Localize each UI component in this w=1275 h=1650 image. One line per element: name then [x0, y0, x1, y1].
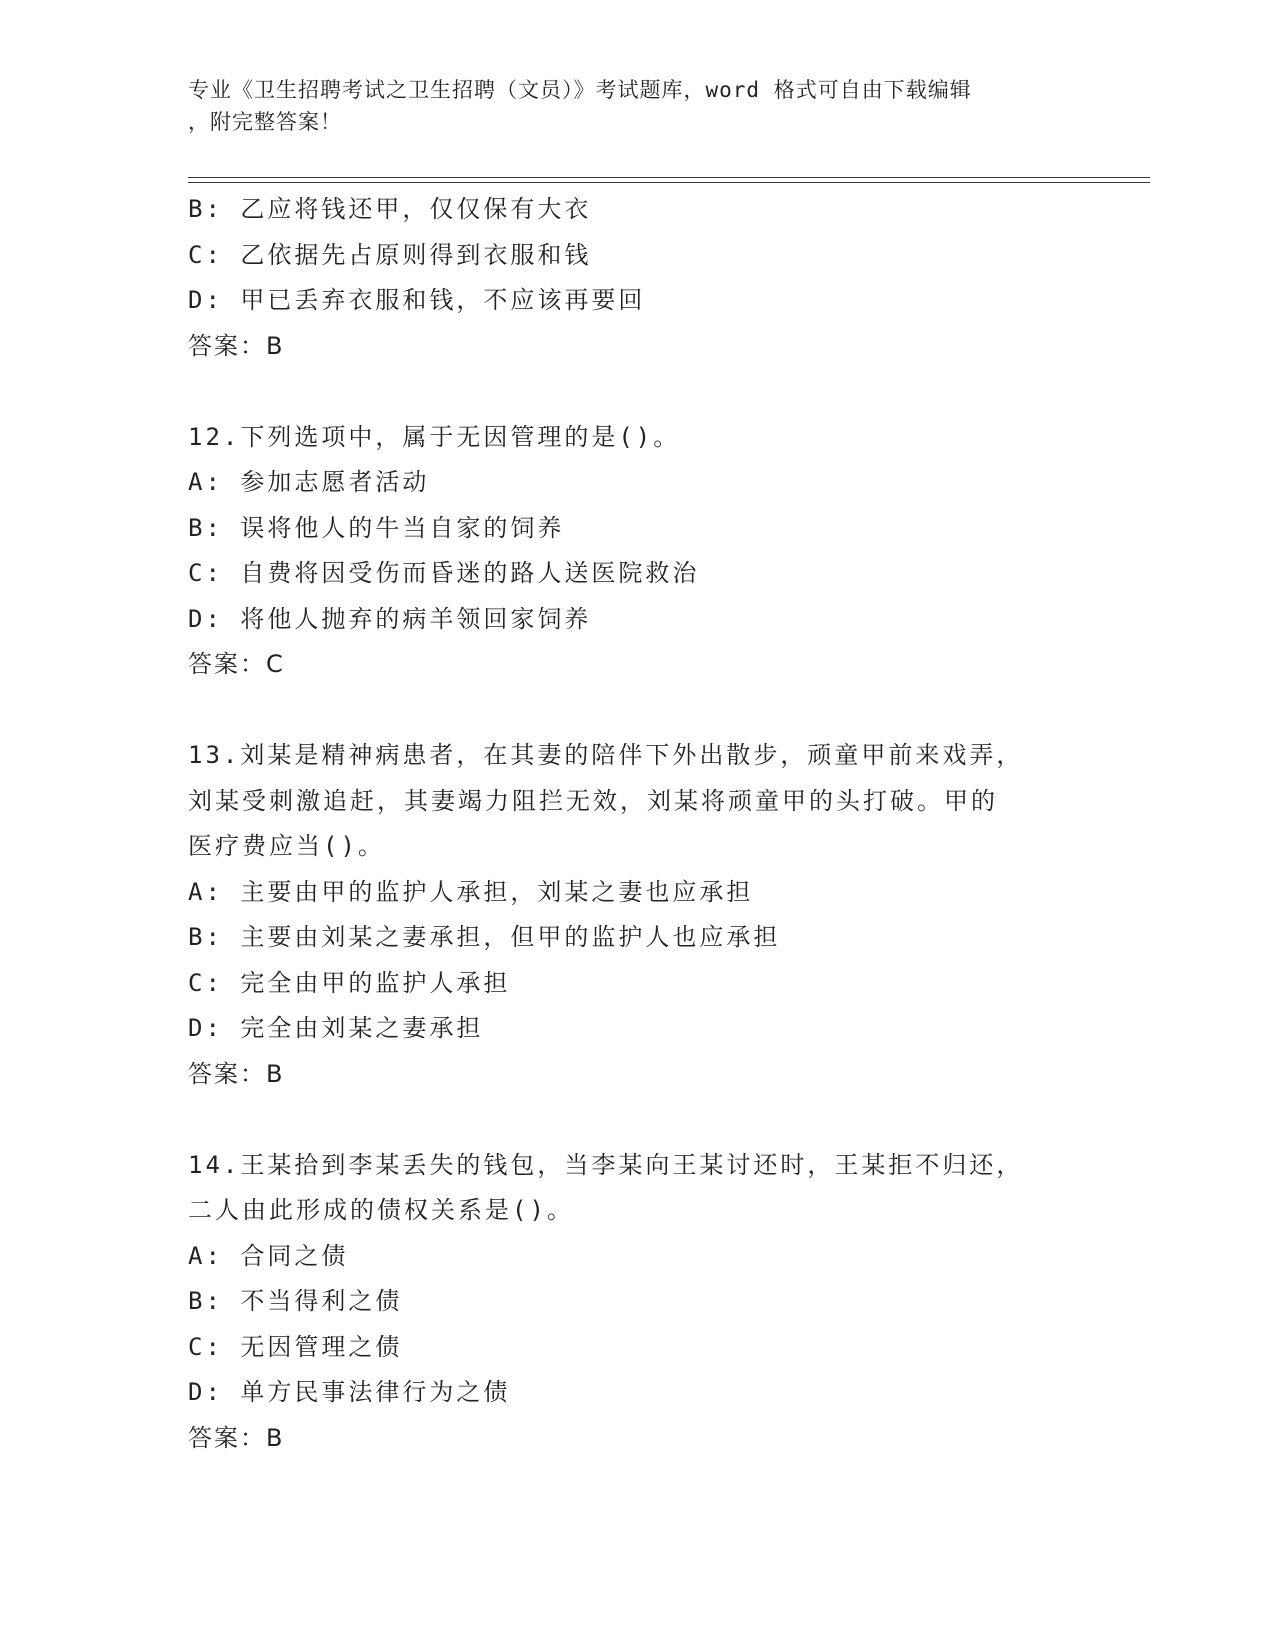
question-13-block — [188, 733, 1088, 1097]
question-text: 二人由此形成的债权关系是()。 — [188, 1196, 574, 1224]
answer-line: 答案：B — [188, 1423, 285, 1452]
question-12-block — [188, 415, 1088, 688]
option-c: C: 完全由甲的监护人承担 — [188, 968, 511, 997]
option-a: A: 合同之债 — [188, 1241, 349, 1270]
option-b: B: 误将他人的牛当自家的饲养 — [188, 513, 565, 542]
answer-line: 答案：C — [188, 650, 285, 678]
question-text: 刘某受刺激追赶，其妻竭力阻拦无效，刘某将顽童甲的头打破。甲的 — [188, 786, 998, 815]
option-d: D: 完全由刘某之妻承担 — [188, 1014, 484, 1042]
option-b: B: 乙应将钱还甲，仅仅保有大衣 — [188, 195, 592, 223]
option-b: B: 不当得利之债 — [188, 1287, 403, 1315]
question-14-block — [188, 1143, 1088, 1462]
question-text: 医疗费应当()。 — [188, 832, 385, 860]
option-c: C: 乙依据先占原则得到衣服和钱 — [188, 240, 592, 269]
question-text: 12.下列选项中，属于无因管理的是()。 — [188, 422, 681, 451]
option-d: D: 甲已丢弃衣服和钱，不应该再要回 — [188, 286, 646, 314]
question-text: 13.刘某是精神病患者，在其妻的陪伴下外出散步，顽童甲前来戏弄， — [188, 741, 1024, 769]
answer-line: 答案：B — [188, 331, 285, 360]
spacer — [188, 688, 1088, 734]
question-content — [188, 187, 1088, 1461]
option-b: B: 主要由刘某之妻承担，但甲的监护人也应承担 — [188, 923, 781, 951]
option-c: C: 自费将因受伤而昏迷的路人送医院救治 — [188, 559, 700, 587]
option-d: D: 将他人抛弃的病羊领回家饲养 — [188, 604, 592, 633]
option-a: A: 参加志愿者活动 — [188, 468, 430, 496]
page-header — [188, 74, 1068, 138]
header-title-line-1: 专业《卫生招聘考试之卫生招聘（文员）》考试题库，word 格式可自由下载编辑 — [188, 78, 972, 102]
spacer — [188, 1097, 1088, 1143]
header-title-line-2: ，附完整答案！ — [188, 110, 342, 134]
question-text: 14.王某拾到李某丢失的钱包，当李某向王某讨还时，王某拒不归还， — [188, 1150, 1024, 1179]
option-d: D: 单方民事法律行为之债 — [188, 1378, 511, 1406]
spacer — [188, 369, 1088, 415]
option-a: A: 主要由甲的监护人承担，刘某之妻也应承担 — [188, 877, 754, 906]
prev-question-block — [188, 187, 1088, 369]
answer-line: 答案：B — [188, 1059, 285, 1088]
header-divider-top — [188, 177, 1150, 178]
option-c: C: 无因管理之债 — [188, 1332, 403, 1361]
header-divider-bottom — [188, 182, 1150, 183]
